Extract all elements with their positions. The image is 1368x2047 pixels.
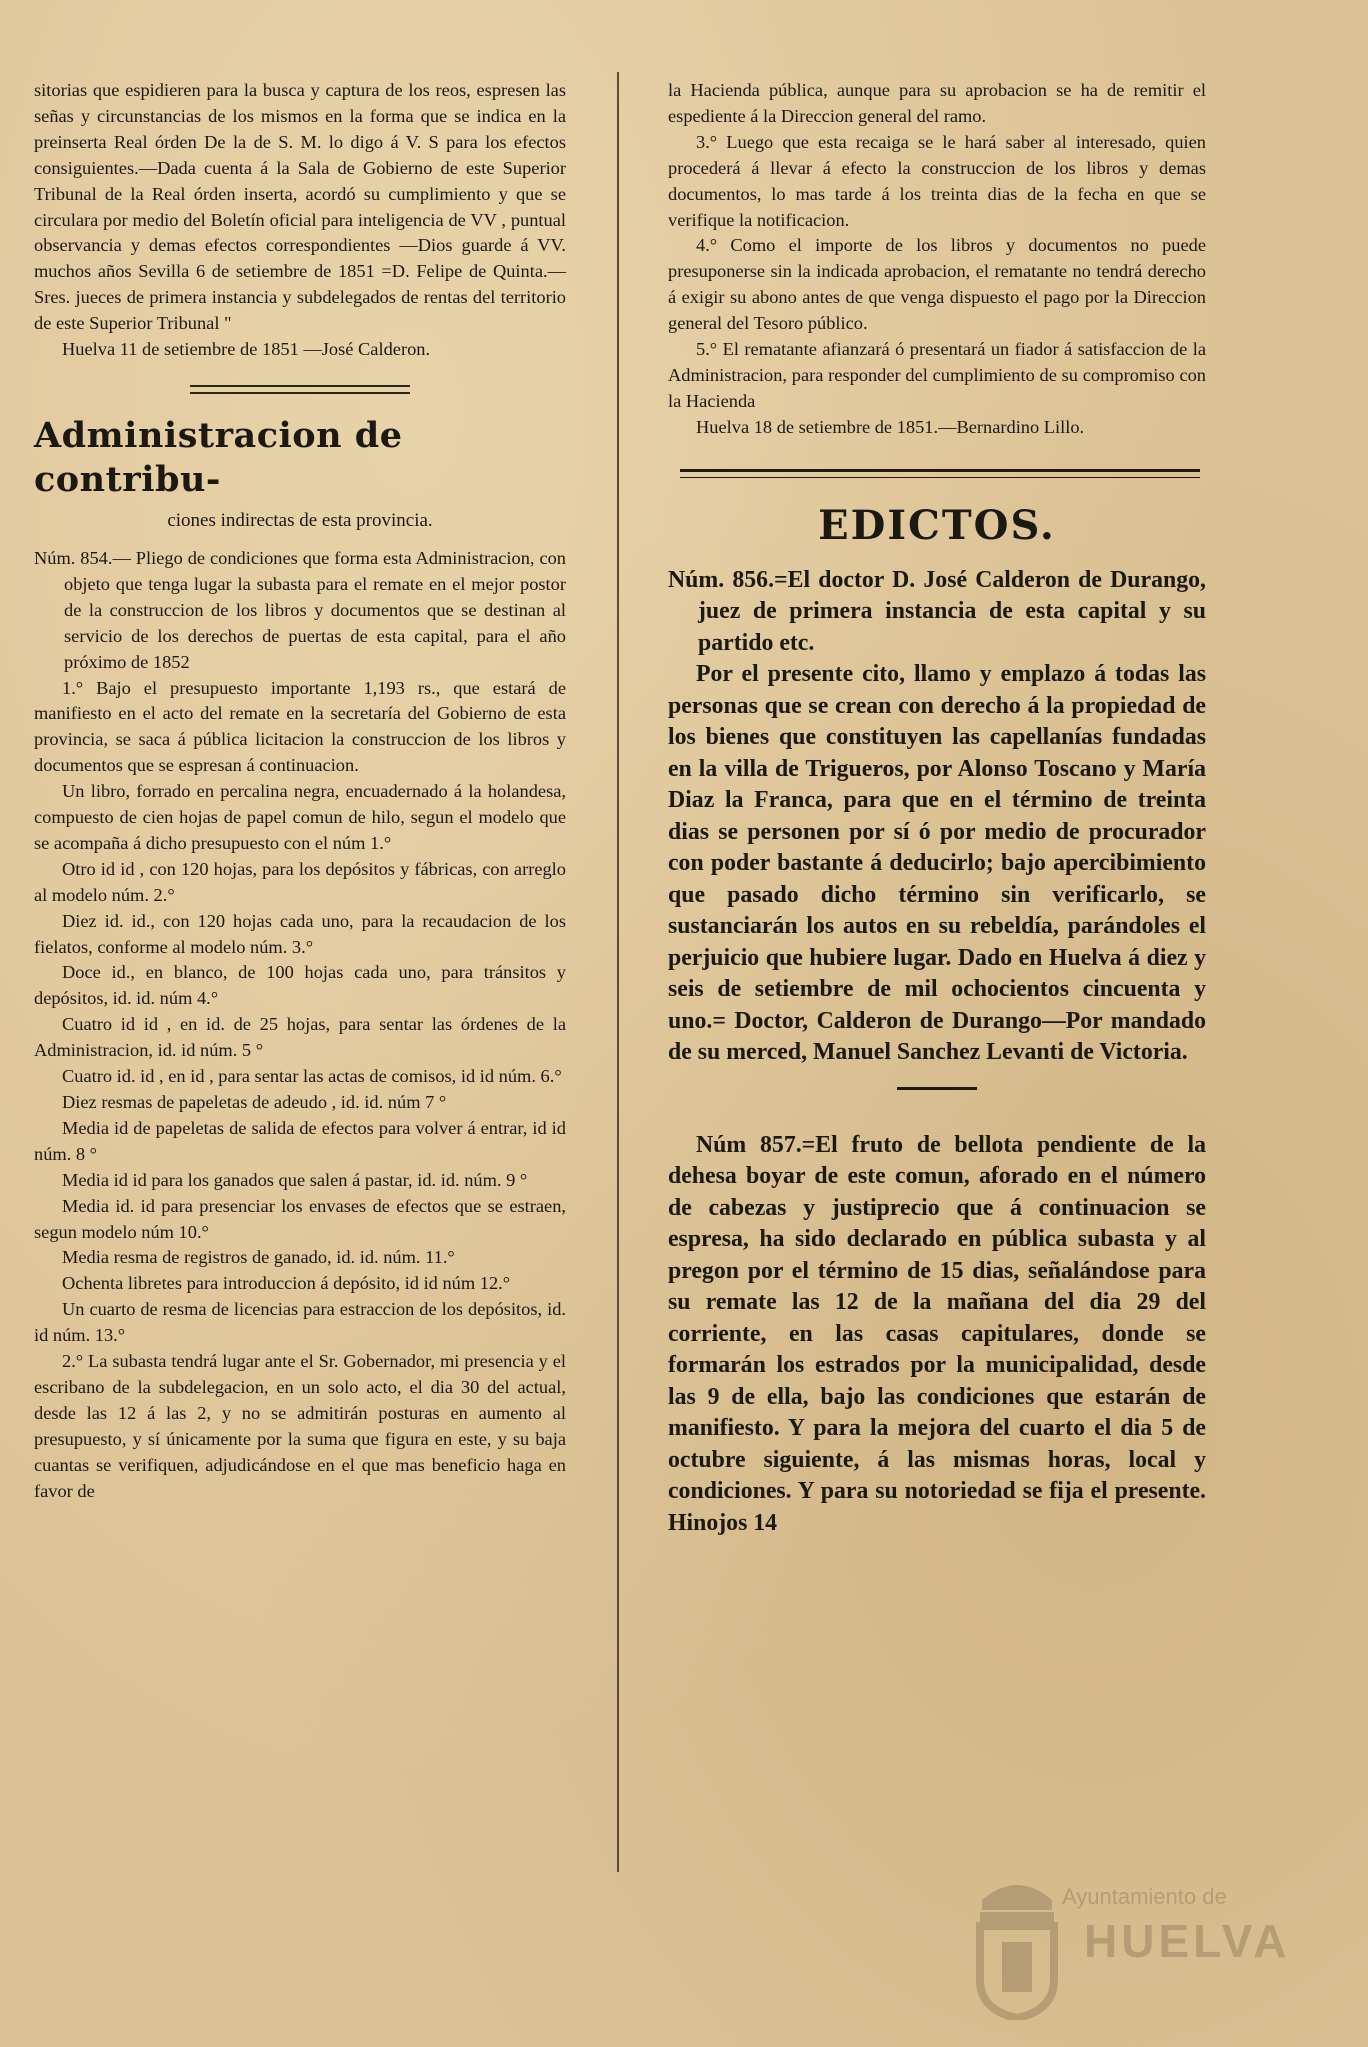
list-item: Un libro, forrado en percalina negra, encuadernado á la holandesa, compuesto de cien hojas de papel comun de hilo, segun el modelo que se acompaña á dicho presupuesto con el núm 1.° [34, 781, 566, 853]
list-item: Cuatro id. id , en id , para sentar las actas de comisos, id id núm. 6.° [62, 1066, 562, 1087]
edict-separator [897, 1087, 977, 1094]
list-item: Otro id id , con 120 hojas, para los depósitos y fábricas, con arreglo al modelo núm. 2.° [34, 858, 566, 905]
section-title: Administracion de contribu- [34, 414, 403, 500]
signature-854: Huelva 18 de setiembre de 1851.—Bernardino Lillo. [696, 416, 1085, 437]
list-item: Media id id para los ganados que salen á pastar, id. id. núm. 9 ° [62, 1169, 528, 1190]
intro-signature: Huelva 11 de setiembre de 1851 —José Calderon. [62, 339, 431, 360]
continued-paragraph: la Hacienda pública, aunque para su aprobacion se ha de remitir el espediente á la Direccion general del ramo. [668, 80, 1206, 126]
num-854-heading: Núm. 854.— Pliego de condiciones que forma esta Administracion, con objeto que tenga lugar la subasta para el remate en el mejor postor de la construccion de los libros y documentos que se destinan al servicio de los derechos de puertas de esta capital, para el año próximo de 1852 [34, 547, 566, 672]
item-list [34, 779, 566, 1349]
coat-of-arms-icon [962, 1870, 1072, 2020]
condition-3: 3.° Luego que esta recaiga se le hará saber al interesado, quien procederá á llevar á efecto la construccion de los libros y demas documentos, lo mas tarde á los treinta dias de la fecha en que se verifique la notificacion. [668, 131, 1206, 230]
condition-1: 1.° Bajo el presupuesto importante 1,193 rs., que estará de manifiesto en el acto del remate en la secretaría del Gobierno de esta provincia, se saca á pública licitacion la construccion de los libros y documentos que se espresan á continuacion. [34, 677, 566, 776]
section-subtitle: ciones indirectas de esta provincia. [167, 509, 433, 531]
list-item: Doce id., en blanco, de 100 hojas cada uno, para tránsitos y depósitos, id. id. núm 4.° [34, 962, 566, 1009]
num-857-body: Núm 857.=El fruto de bellota pendiente de la dehesa boyar de este comun, aforado en el número de cabezas y justiprecio que á continuacion se espresa, ha sido declarado en pública subasta y al pregon por el término de 15 dias, señalándose para su remate las 12 de la mañana del dia 29 del corriente, en las casas capitulares, donde se formarán los estrados por la municipalidad, desde las 9 de ella, bajo las condiciones que estarán de manifiesto. Y para la mejora del cuarto el dia 5 de octubre siguiente, á las mismas horas, local y condiciones. Y para su notoriedad se fija el presente. Hinojos 14 [668, 1131, 1206, 1536]
list-item: Media resma de registros de ganado, id. id. núm. 11.° [62, 1247, 455, 1268]
list-item: Media id. id para presenciar los envases de efectos que se estraen, segun modelo núm 10.° [34, 1195, 566, 1242]
intro-paragraph: sitorias que espidieren para la busca y captura de los reos, espresen las señas y circunstancias de los mismos en la forma que se indica en la preinserta Real órden De la de S. M. lo digo á V. S para los efectos consiguientes.—Dada cuenta á la Sala de Gobierno de este Superior Tribunal de la Real órden inserta, acordó su cumplimiento y que se circulara por medio del Boletín oficial para inteligencia de VV , puntual observancia y demas efectos correspondientes —Dios guarde á VV. muchos años Sevilla 6 de setiembre de 1851 =D. Felipe de Quinta.—Sres. jueces de primera instancia y subdelegados de rentas del territorio de este Superior Tribunal " [34, 80, 566, 334]
edictos-title: EDICTOS. [818, 501, 1056, 549]
section-divider [190, 385, 410, 394]
column-divider [617, 72, 619, 1872]
list-item: Diez resmas de papeletas de adeudo , id. id. núm 7 ° [62, 1092, 447, 1112]
watermark [962, 1870, 1292, 2030]
num-856-heading: Núm. 856.=El doctor D. José Calderon de Durango, juez de primera instancia de esta capital y su partido etc. [668, 566, 1206, 656]
condition-5: 5.° El rematante afianzará ó presentará un fiador á satisfaccion de la Administracion, para responder del cumplimiento de su compromiso con la Hacienda [668, 339, 1206, 411]
list-item: Diez id. id., con 120 hojas cada uno, para la recaudacion de los fielatos, conforme al modelo núm. 3.° [34, 910, 566, 957]
watermark-line2: HUELVA [1084, 1915, 1291, 1967]
num-856-body: Por el presente cito, llamo y emplazo á todas las personas que se crean con derecho á la propiedad de los bienes que constituyen las capellanías fundadas en la villa de Trigueros, por Alonso Toscano y María Diaz la Franca, para que en el término de treinta dias se personen por sí ó por medio de procurador con poder bastante á deducirlo; bajo apercibimiento que pasado dicho término sin verificarlo, se sustanciarán los autos en su rebeldía, parándoles el perjuicio que hubiere lugar. Dado en Huelva á diez y seis de setiembre de mil ochocientos cincuenta y uno.= Doctor, Calderon de Durango—Por mandado de su merced, Manuel Sanchez Levanti de Victoria. [668, 661, 1206, 1066]
left-column [34, 78, 566, 1505]
right-column [668, 78, 1206, 1539]
section-divider [680, 469, 1200, 478]
list-item: Cuatro id id , en id. de 25 hojas, para sentar las órdenes de la Administracion, id. id núm. 5 ° [34, 1014, 566, 1061]
watermark-line1: Ayuntamiento de [1062, 1884, 1227, 1909]
condition-2: 2.° La subasta tendrá lugar ante el Sr. Gobernador, mi presencia y el escribano de la subdelegacion, en un solo acto, el dia 30 del actual, desde las 12 á las 2, y no se admitirán posturas en aumento al presupuesto, y sí únicamente por la suma que figura en este, y su baja cuantas se verifiquen, adjudicándose en el que mas beneficio haga en favor de [34, 1351, 566, 1501]
list-item: Un cuarto de resma de licencias para estraccion de los depósitos, id. id núm. 13.° [34, 1299, 566, 1346]
condition-4: 4.° Como el importe de los libros y documentos no puede presuponerse sin la indicada aprobacion, el rematante no tendrá derecho á exigir su abono antes de que venga dispuesto el pago por la Direccion general del Tesoro público. [668, 235, 1206, 334]
list-item: Ochenta libretes para introduccion á depósito, id id núm 12.° [62, 1273, 511, 1294]
list-item: Media id de papeletas de salida de efectos para volver á entrar, id id núm. 8 ° [34, 1117, 566, 1164]
